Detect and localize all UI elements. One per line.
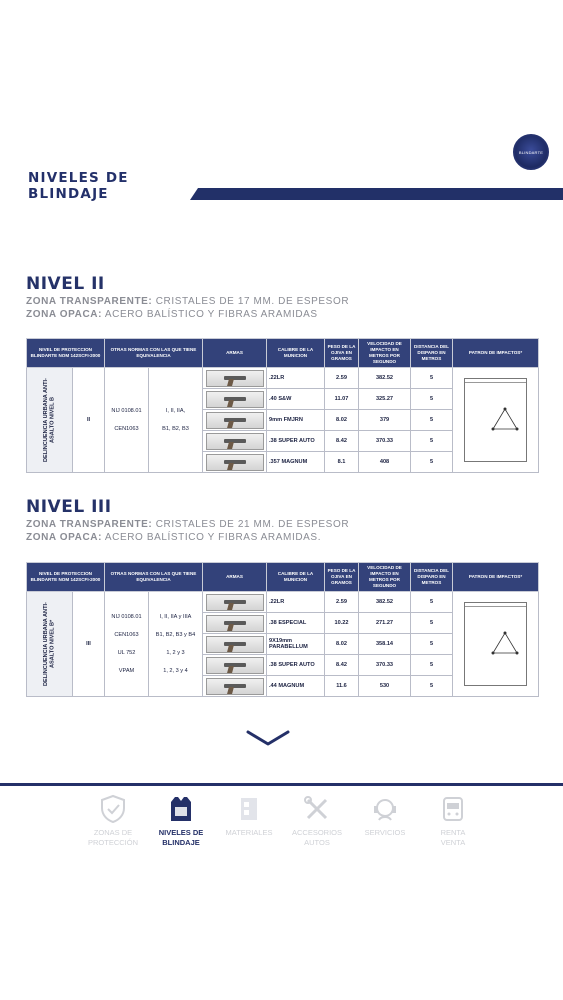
bullet-weight: 8.42: [325, 431, 359, 452]
impact-pattern-icon: [487, 629, 523, 659]
impact-speed: 379: [359, 410, 411, 431]
col-header-velocidad: VELOCIDAD DE IMPACTO EN METROS POR SEGUNDO: [359, 339, 411, 368]
nav-item-label: ZONAS DE PROTECCIÓN: [87, 828, 138, 847]
nivel-2-table: [26, 338, 539, 473]
pistol-icon: [206, 636, 264, 653]
car-icon: [438, 794, 468, 824]
revolver-icon: [206, 657, 264, 674]
nav-item-accesorios-autos[interactable]: [282, 794, 352, 848]
weapon-cell: [203, 410, 267, 431]
bullet-weight: 11.6: [325, 676, 359, 697]
impact-speed: 370.33: [359, 431, 411, 452]
nav-item-servicios[interactable]: [350, 794, 420, 838]
impact-speed: 271.27: [359, 613, 411, 634]
nav-item-label: SERVICIOS: [364, 828, 406, 837]
impact-speed: 325.27: [359, 389, 411, 410]
shot-distance: 5: [411, 431, 453, 452]
bottom-nav: [0, 783, 563, 863]
weapon-cell: [203, 613, 267, 634]
caliber: .38 ESPECIAL: [267, 613, 325, 634]
table-row: [27, 368, 539, 389]
shot-distance: 5: [411, 655, 453, 676]
impact-pattern: [453, 592, 539, 697]
nivel-2-title: NIVEL II: [26, 274, 105, 294]
col-header-patron: PATRON DE IMPACTOS*: [453, 339, 539, 368]
col-header-normas: OTRAS NORMAS CON LAS QUE TIENE EQUIVALENCIA: [105, 563, 203, 592]
table-header-row: [27, 563, 539, 592]
caliber: 9X19mm PARABELLUM: [267, 634, 325, 655]
weapon-cell: [203, 368, 267, 389]
col-header-nivel: NIVEL DE PROTECCION BLINDARTE NOM 142SCFI-2000: [27, 339, 105, 368]
nivel-3-table: [26, 562, 539, 697]
materials-icon: [234, 794, 264, 824]
impact-pattern-icon: [487, 405, 523, 435]
brand-logo: [513, 134, 549, 170]
col-header-nivel: NIVEL DE PROTECCION BLINDARTE NOM 142SCFI-2000: [27, 563, 105, 592]
weapon-cell: [203, 634, 267, 655]
equivalent-levels: I, II, IIA y IIIA B1, B2, B3 y B4 1, 2 y 3 1, 2, 3 y 4: [149, 592, 203, 697]
nivel-2-zona-transparente: ZONA TRANSPARENTE: CRISTALES DE 17 MM. DE ESPESOR: [26, 296, 350, 307]
col-header-distancia: DISTANCIA DEL DISPARO EN METROS: [411, 563, 453, 592]
nav-item-label: ACCESORIOS AUTOS: [291, 828, 342, 847]
pistol-icon: [206, 412, 264, 429]
weapon-cell: [203, 592, 267, 613]
revolver-icon: [206, 433, 264, 450]
revolver-icon: [206, 615, 264, 632]
equivalent-norms: NIJ 0108.01 CEN1063: [105, 368, 149, 473]
nav-item-label: MATERIALES: [225, 828, 273, 837]
shot-distance: 5: [411, 368, 453, 389]
col-header-armas: ARMAS: [203, 339, 267, 368]
weapon-cell: [203, 431, 267, 452]
nivel-3-title: NIVEL III: [26, 497, 112, 517]
pistol-icon: [206, 370, 264, 387]
caliber: 9mm FMJRN: [267, 410, 325, 431]
col-header-calibre: CALIBRE DE LA MUNICION: [267, 339, 325, 368]
headset-icon: [370, 794, 400, 824]
nav-item-label: RENTA VENTA: [440, 828, 466, 847]
col-header-normas: OTRAS NORMAS CON LAS QUE TIENE EQUIVALENCIA: [105, 339, 203, 368]
pistol-icon: [206, 391, 264, 408]
weapon-cell: [203, 676, 267, 697]
brand-logo-text: BLINDARTE: [518, 150, 544, 155]
weapon-cell: [203, 452, 267, 473]
bullet-weight: 2.59: [325, 592, 359, 613]
protection-level: III: [73, 592, 105, 697]
bullet-weight: 8.1: [325, 452, 359, 473]
weapon-cell: [203, 389, 267, 410]
shot-distance: 5: [411, 592, 453, 613]
bullet-weight: 10.22: [325, 613, 359, 634]
caliber: .38 SUPER AUTO: [267, 655, 325, 676]
col-header-calibre: CALIBRE DE LA MUNICION: [267, 563, 325, 592]
bullet-weight: 8.02: [325, 410, 359, 431]
col-header-patron: PATRON DE IMPACTOS*: [453, 563, 539, 592]
chevron-down-icon[interactable]: [246, 728, 290, 748]
caliber: .44 MAGNUM: [267, 676, 325, 697]
col-header-distancia: DISTANCIA DEL DISPARO EN METROS: [411, 339, 453, 368]
caliber: .38 SUPER AUTO: [267, 431, 325, 452]
col-header-peso: PESO DE LA OJIVA EN GRAMOS: [325, 563, 359, 592]
tools-icon: [302, 794, 332, 824]
impact-speed: 358.14: [359, 634, 411, 655]
bullet-weight: 2.59: [325, 368, 359, 389]
page-title: NIVELES DE BLINDAJE: [28, 170, 129, 202]
nav-item-materiales[interactable]: [214, 794, 284, 838]
col-header-velocidad: VELOCIDAD DE IMPACTO EN METROS POR SEGUNDO: [359, 563, 411, 592]
revolver-icon: [206, 678, 264, 695]
shot-distance: 5: [411, 389, 453, 410]
nav-item-niveles-blindaje[interactable]: [146, 794, 216, 848]
table-row: [27, 592, 539, 613]
shield-icon: [98, 794, 128, 824]
bullet-weight: 11.07: [325, 389, 359, 410]
equivalent-levels: I, II, IIA, B1, B2, B3: [149, 368, 203, 473]
protection-category: DELINCUENCIA URBANA ANTI-ASALTO NIVEL B*: [27, 592, 73, 697]
armor-vest-icon: [166, 794, 196, 824]
weapon-cell: [203, 655, 267, 676]
caliber: .22LR: [267, 368, 325, 389]
shot-distance: 5: [411, 452, 453, 473]
caliber: .22LR: [267, 592, 325, 613]
nivel-2-section: [26, 274, 538, 320]
nivel-3-section: [26, 497, 538, 543]
impact-speed: 382.52: [359, 368, 411, 389]
nivel-3-zona-opaca: ZONA OPACA: ACERO BALÍSTICO Y FIBRAS ARAMIDAS.: [26, 532, 322, 543]
bullet-weight: 8.02: [325, 634, 359, 655]
protection-level: II: [73, 368, 105, 473]
nav-item-renta-venta[interactable]: [418, 794, 488, 848]
nav-item-label: NIVELES DE BLINDAJE: [158, 828, 204, 847]
shot-distance: 5: [411, 634, 453, 655]
impact-speed: 370.33: [359, 655, 411, 676]
shot-distance: 5: [411, 410, 453, 431]
protection-category: DELINCUENCIA URBANA ANTI-ASALTO NIVEL B: [27, 368, 73, 473]
caliber: .357 MAGNUM: [267, 452, 325, 473]
table-header-row: [27, 339, 539, 368]
nivel-3-zona-transparente: ZONA TRANSPARENTE: CRISTALES DE 21 MM. DE ESPESOR: [26, 519, 350, 530]
impact-speed: 408: [359, 452, 411, 473]
caliber: .40 S&W: [267, 389, 325, 410]
equivalent-norms: NIJ 0108.01 CEN1063 UL 752 VPAM: [105, 592, 149, 697]
col-header-peso: PESO DE LA OJIVA EN GRAMOS: [325, 339, 359, 368]
col-header-armas: ARMAS: [203, 563, 267, 592]
impact-speed: 530: [359, 676, 411, 697]
shot-distance: 5: [411, 676, 453, 697]
nivel-2-zona-opaca: ZONA OPACA: ACERO BALÍSTICO Y FIBRAS ARAMIDAS: [26, 309, 318, 320]
impact-pattern: [453, 368, 539, 473]
bullet-weight: 8.42: [325, 655, 359, 676]
impact-speed: 382.52: [359, 592, 411, 613]
pistol-icon: [206, 594, 264, 611]
shot-distance: 5: [411, 613, 453, 634]
title-accent-bar: [190, 188, 563, 200]
nav-item-zonas-proteccion[interactable]: [78, 794, 148, 848]
revolver-icon: [206, 454, 264, 471]
